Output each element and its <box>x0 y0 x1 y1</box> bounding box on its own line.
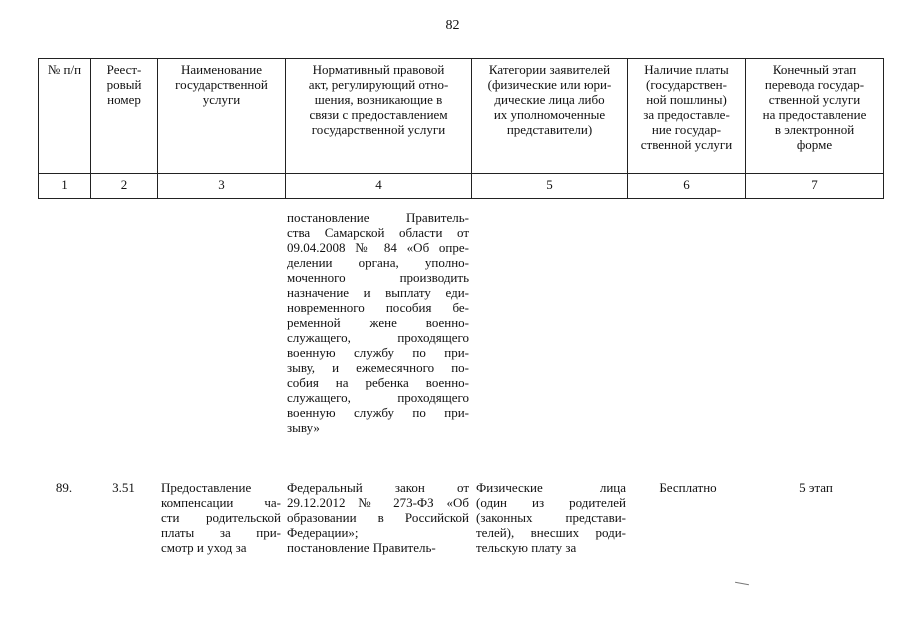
header-text-line: № п/п <box>47 62 82 77</box>
column-number: 6 <box>628 174 746 199</box>
text-line: ременной жене военно- <box>287 315 469 330</box>
text-line: 09.04.2008 № 84 «Об опре- <box>287 240 469 255</box>
header-text-line: Наличие платы <box>644 62 729 77</box>
header-cell-final-stage <box>746 59 884 174</box>
row-89-service-name <box>161 480 281 555</box>
row-89-registry: 3.51 <box>112 480 135 495</box>
header-text-line: номер <box>107 92 141 107</box>
continuation-legal-act <box>287 210 469 435</box>
text-line: Физические лица <box>476 480 626 495</box>
column-number: 1 <box>39 174 91 199</box>
text-line: военную службу по при- <box>287 345 469 360</box>
header-text-line: форме <box>796 137 833 152</box>
header-cell-registry <box>91 59 158 174</box>
header-text-line: дические лица либо <box>494 92 605 107</box>
header-text-line: их уполномоченные <box>493 107 606 122</box>
header-text-line: акт, регулирующий отно- <box>308 77 449 92</box>
text-line: ства Самарской области от <box>287 225 469 240</box>
header-text-line: государственной услуги <box>311 122 446 137</box>
text-line: постановление Правитель- <box>287 210 469 225</box>
row-89-applicants <box>476 480 626 555</box>
text-line: тельскую плату за <box>476 540 577 555</box>
row-89-number: 89. <box>55 480 73 495</box>
header-text-line: ственной услуги <box>640 137 733 152</box>
header-text-line: Нормативный правовой <box>312 62 445 77</box>
column-number: 2 <box>91 174 158 199</box>
header-text-line: представители) <box>506 122 593 137</box>
text-line: (один из родителей <box>476 495 626 510</box>
header-text-line: ровый <box>106 77 142 92</box>
text-line: платы за при- <box>161 525 281 540</box>
header-text-line: Конечный этап <box>772 62 857 77</box>
text-line: Федеральный закон от <box>287 480 469 495</box>
text-line: смотр и уход за <box>161 540 247 555</box>
header-text-line: (государствен- <box>646 77 727 92</box>
row-89-legal-act <box>287 480 469 555</box>
header-text-line: перевода государ- <box>764 77 865 92</box>
text-line: делении органа, уполно- <box>287 255 469 270</box>
header-text-line: за предоставле- <box>643 107 730 122</box>
text-line: сти родительской <box>161 510 281 525</box>
text-line: образовании в Российской <box>287 510 469 525</box>
header-text-line: шения, возникающие в <box>314 92 443 107</box>
text-line: компенсации ча- <box>161 495 281 510</box>
text-line: Федерации»; <box>287 525 359 540</box>
column-number-row <box>39 174 884 199</box>
header-text-line: услуги <box>202 92 241 107</box>
text-line: назначение и выплату еди- <box>287 285 469 300</box>
header-cell-service-name <box>158 59 286 174</box>
header-text-line: Реест- <box>106 62 142 77</box>
column-number: 7 <box>746 174 884 199</box>
text-line: зыву» <box>287 420 320 435</box>
text-line: моченного производить <box>287 270 469 285</box>
text-line: (законных представи- <box>476 510 626 525</box>
header-text-line: ной пошлины) <box>646 92 727 107</box>
column-number: 3 <box>158 174 286 199</box>
header-text-line: ние государ- <box>651 122 722 137</box>
text-line: Предоставление <box>161 480 252 495</box>
text-line: 29.12.2012 № 273-ФЗ «Об <box>287 495 469 510</box>
header-text-line: государственной <box>175 77 268 92</box>
header-text-line: (физические или юри- <box>487 77 612 92</box>
text-line: служащего, проходящего <box>287 330 469 345</box>
column-number: 4 <box>286 174 472 199</box>
text-line: зыву, и ежемесячного по- <box>287 360 469 375</box>
text-line: новременного пособия бе- <box>287 300 469 315</box>
header-text-line: на предоставление <box>762 107 867 122</box>
header-cell-fee <box>628 59 746 174</box>
header-cell-applicants <box>472 59 628 174</box>
header-text-line: Категории заявителей <box>488 62 611 77</box>
header-row <box>39 59 884 174</box>
text-line: постановление Правитель- <box>287 540 436 555</box>
row-89-final-stage: 5 этап <box>799 480 833 495</box>
header-text-line: в электронной <box>774 122 855 137</box>
page-number: 82 <box>445 18 460 33</box>
text-line: служащего, проходящего <box>287 390 469 405</box>
text-line: военную службу по при- <box>287 405 469 420</box>
services-table <box>38 58 884 199</box>
header-text-line: ственной услуги <box>768 92 861 107</box>
row-89-fee: Бесплатно <box>659 480 717 495</box>
column-number: 5 <box>472 174 628 199</box>
text-line: телей), внесших роди- <box>476 525 626 540</box>
text-line: собия на ребенка военно- <box>287 375 469 390</box>
header-cell-number <box>39 59 91 174</box>
header-cell-legal-act <box>286 59 472 174</box>
header-text-line: Наименование <box>181 62 262 77</box>
scan-mark <box>735 582 749 585</box>
header-text-line: связи с предоставлением <box>309 107 448 122</box>
